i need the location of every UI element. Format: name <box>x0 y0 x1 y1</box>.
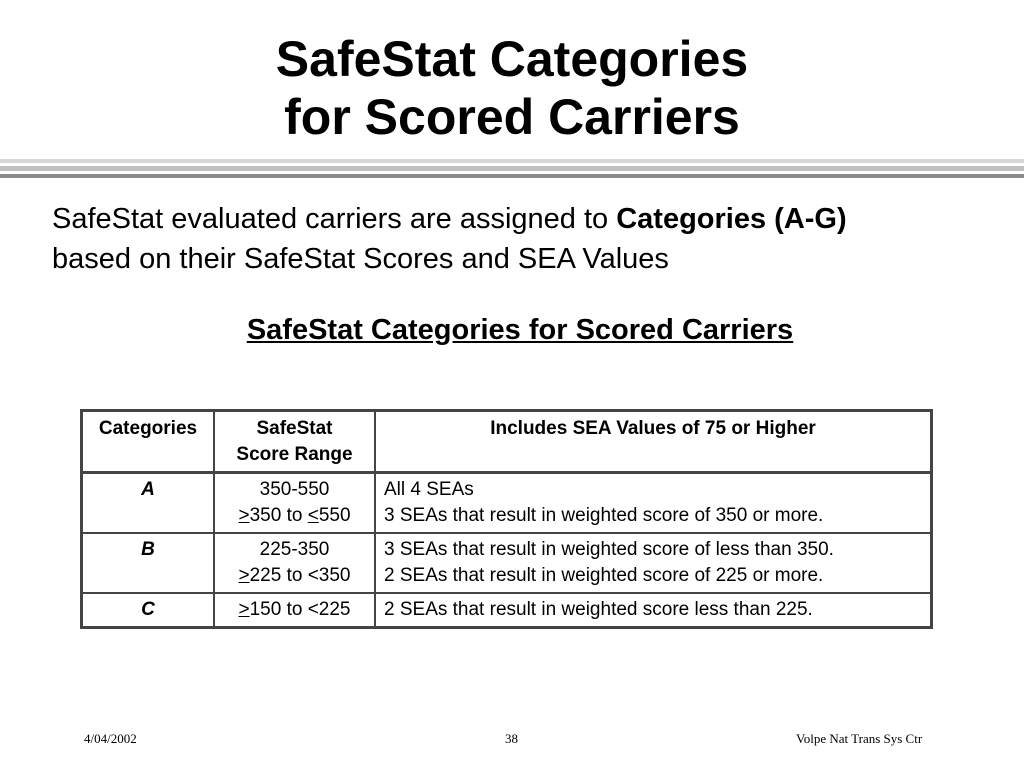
table-row <box>82 533 932 593</box>
table-title: SafeStat Categories for Scored Carriers <box>246 314 794 346</box>
footer-organization: Volpe Nat Trans Sys Ctr <box>796 731 923 746</box>
score-range-cell <box>214 473 375 534</box>
title-divider-mid <box>0 166 1024 171</box>
score-range-text: 550 <box>318 505 351 526</box>
category-cell: B <box>82 533 215 593</box>
greater-equal-symbol: > <box>238 505 250 526</box>
table-row <box>82 473 932 534</box>
intro-text-line2: based on their SafeStat Scores and SEA Values <box>52 243 669 275</box>
sea-description-line1: All 4 SEAs <box>384 479 474 500</box>
header-sea-values: Includes SEA Values of 75 or Higher <box>375 411 932 473</box>
header-categories: Categories <box>82 411 215 473</box>
table-header-row <box>82 411 932 473</box>
header-score-range <box>214 411 375 473</box>
score-range-cell <box>214 593 375 628</box>
intro-text: SafeStat evaluated carriers are assigned to <box>52 203 617 235</box>
header-score-range-line2: Score Range <box>236 444 353 465</box>
footer-page-number: 38 <box>505 731 518 746</box>
sea-description-line2: 3 SEAs that result in weighted score of 350 or more. <box>384 505 824 526</box>
sea-description-cell <box>375 473 932 534</box>
category-cell: A <box>82 473 215 534</box>
footer-date: 4/04/2002 <box>84 731 137 746</box>
categories-table <box>80 409 933 629</box>
greater-equal-symbol: > <box>238 565 250 586</box>
intro-paragraph <box>52 199 1012 279</box>
sea-description-line1: 3 SEAs that result in weighted score of less than 350. <box>384 539 834 560</box>
sea-description-line2: 2 SEAs that result in weighted score of 225 or more. <box>384 565 824 586</box>
title-divider-light <box>0 159 1024 163</box>
score-range-text: 225 to <350 <box>249 565 351 586</box>
score-range-text: 350 to <box>249 505 308 526</box>
greater-equal-symbol: > <box>238 599 250 620</box>
sea-description-cell <box>375 533 932 593</box>
slide-title-line1: SafeStat Categories <box>275 31 749 87</box>
less-equal-symbol: < <box>307 505 319 526</box>
intro-bold-categories: Categories (A-G) <box>616 203 847 235</box>
category-cell: C <box>82 593 215 628</box>
title-divider-dark <box>0 174 1024 178</box>
score-range-line1: 225-350 <box>259 539 330 560</box>
slide-title-line2: for Scored Carriers <box>284 89 740 145</box>
sea-description-cell <box>375 593 932 628</box>
sea-description-line1: 2 SEAs that result in weighted score less than 225. <box>384 599 813 620</box>
score-range-cell <box>214 533 375 593</box>
slide-title <box>0 30 1024 146</box>
score-range-text: 150 to <225 <box>249 599 351 620</box>
header-score-range-line1: SafeStat <box>256 418 333 439</box>
score-range-line1: 350-550 <box>259 479 330 500</box>
table-row <box>82 593 932 628</box>
